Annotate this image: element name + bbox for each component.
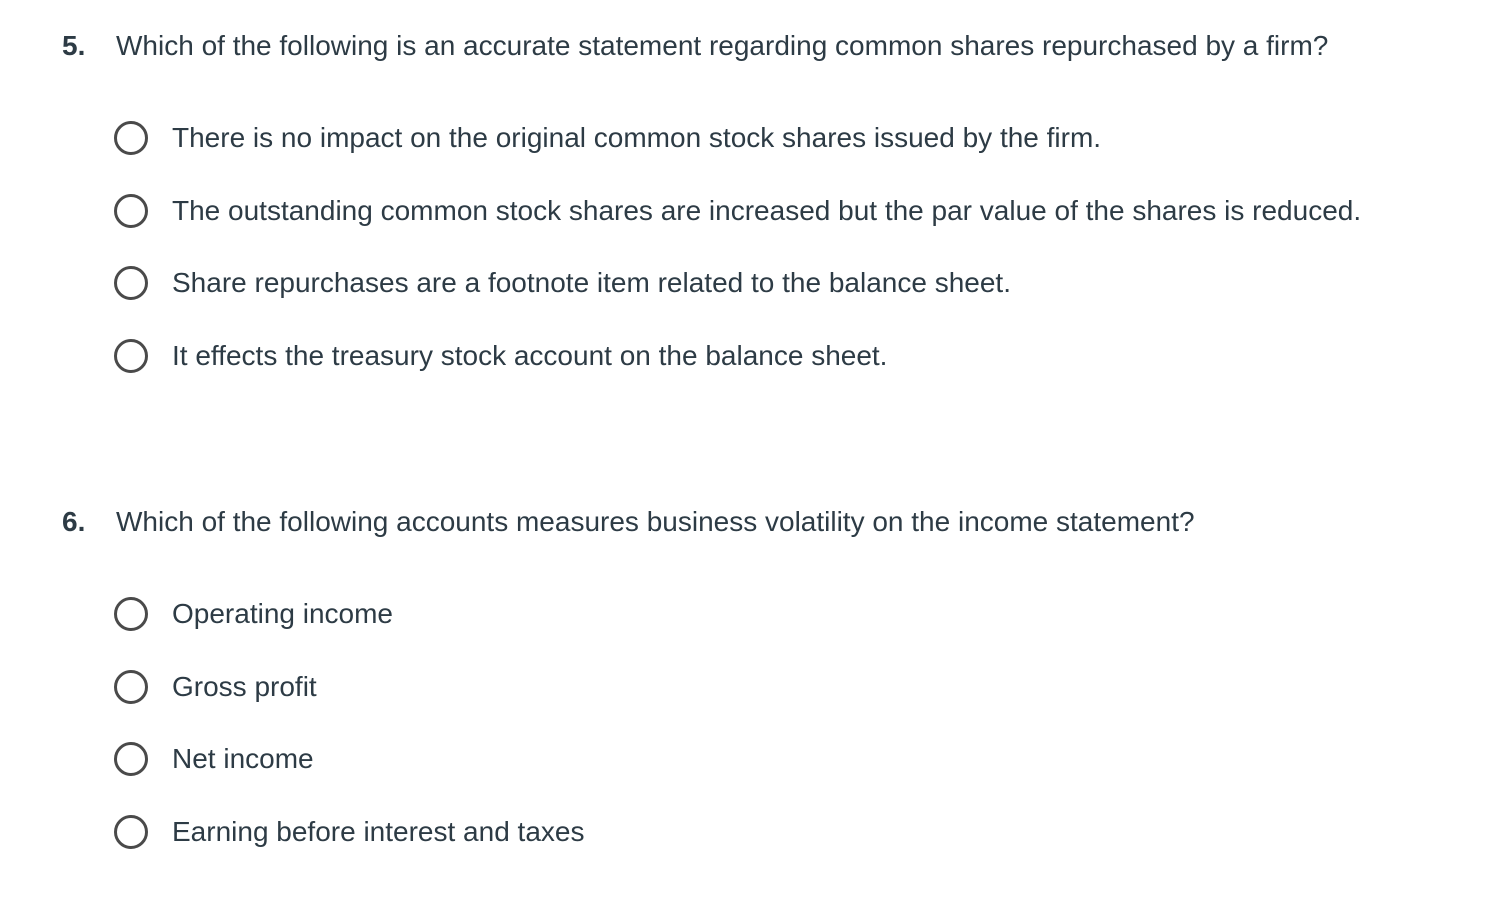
answer-option-label[interactable]: It effects the treasury stock account on the balance sheet.: [172, 339, 888, 371]
answer-option-label[interactable]: The outstanding common stock shares are increased but the par value of the shares is reduced.: [172, 194, 1362, 226]
answer-options: [114, 116, 1361, 378]
answer-option[interactable]: [114, 737, 1195, 781]
answer-option[interactable]: [114, 261, 1361, 305]
radio-unselected-icon[interactable]: [114, 597, 148, 631]
answer-option[interactable]: [114, 334, 1361, 378]
answer-option-label[interactable]: There is no impact on the original common stock shares issued by the firm.: [172, 122, 1102, 153]
radio-unselected-icon[interactable]: [114, 121, 148, 155]
radio-unselected-icon[interactable]: [114, 266, 148, 300]
answer-option-label[interactable]: Gross profit: [172, 670, 317, 702]
question-number: 5.: [62, 30, 86, 61]
answer-option-label[interactable]: Net income: [172, 743, 314, 774]
question-number: 6.: [62, 506, 86, 537]
question-text: Which of the following accounts measures business volatility on the income statement?: [116, 506, 1195, 537]
question-header: [62, 30, 1361, 74]
answer-option[interactable]: [114, 665, 1195, 709]
radio-unselected-icon[interactable]: [114, 815, 148, 849]
radio-unselected-icon[interactable]: [114, 670, 148, 704]
answer-option[interactable]: [114, 189, 1361, 233]
radio-unselected-icon[interactable]: [114, 742, 148, 776]
question-6: [62, 506, 1195, 882]
answer-option[interactable]: [114, 592, 1195, 636]
question-header: [62, 506, 1195, 550]
answer-option-label[interactable]: Share repurchases are a footnote item related to the balance sheet.: [172, 267, 1011, 298]
answer-option-label[interactable]: Operating income: [172, 598, 394, 629]
question-5: [62, 30, 1361, 406]
answer-options: [114, 592, 1195, 854]
question-text: Which of the following is an accurate statement regarding common shares repurchased by a firm?: [116, 30, 1329, 61]
answer-option-label[interactable]: Earning before interest and taxes: [172, 815, 585, 847]
radio-unselected-icon[interactable]: [114, 339, 148, 373]
radio-unselected-icon[interactable]: [114, 194, 148, 228]
answer-option[interactable]: [114, 810, 1195, 854]
answer-option[interactable]: [114, 116, 1361, 160]
